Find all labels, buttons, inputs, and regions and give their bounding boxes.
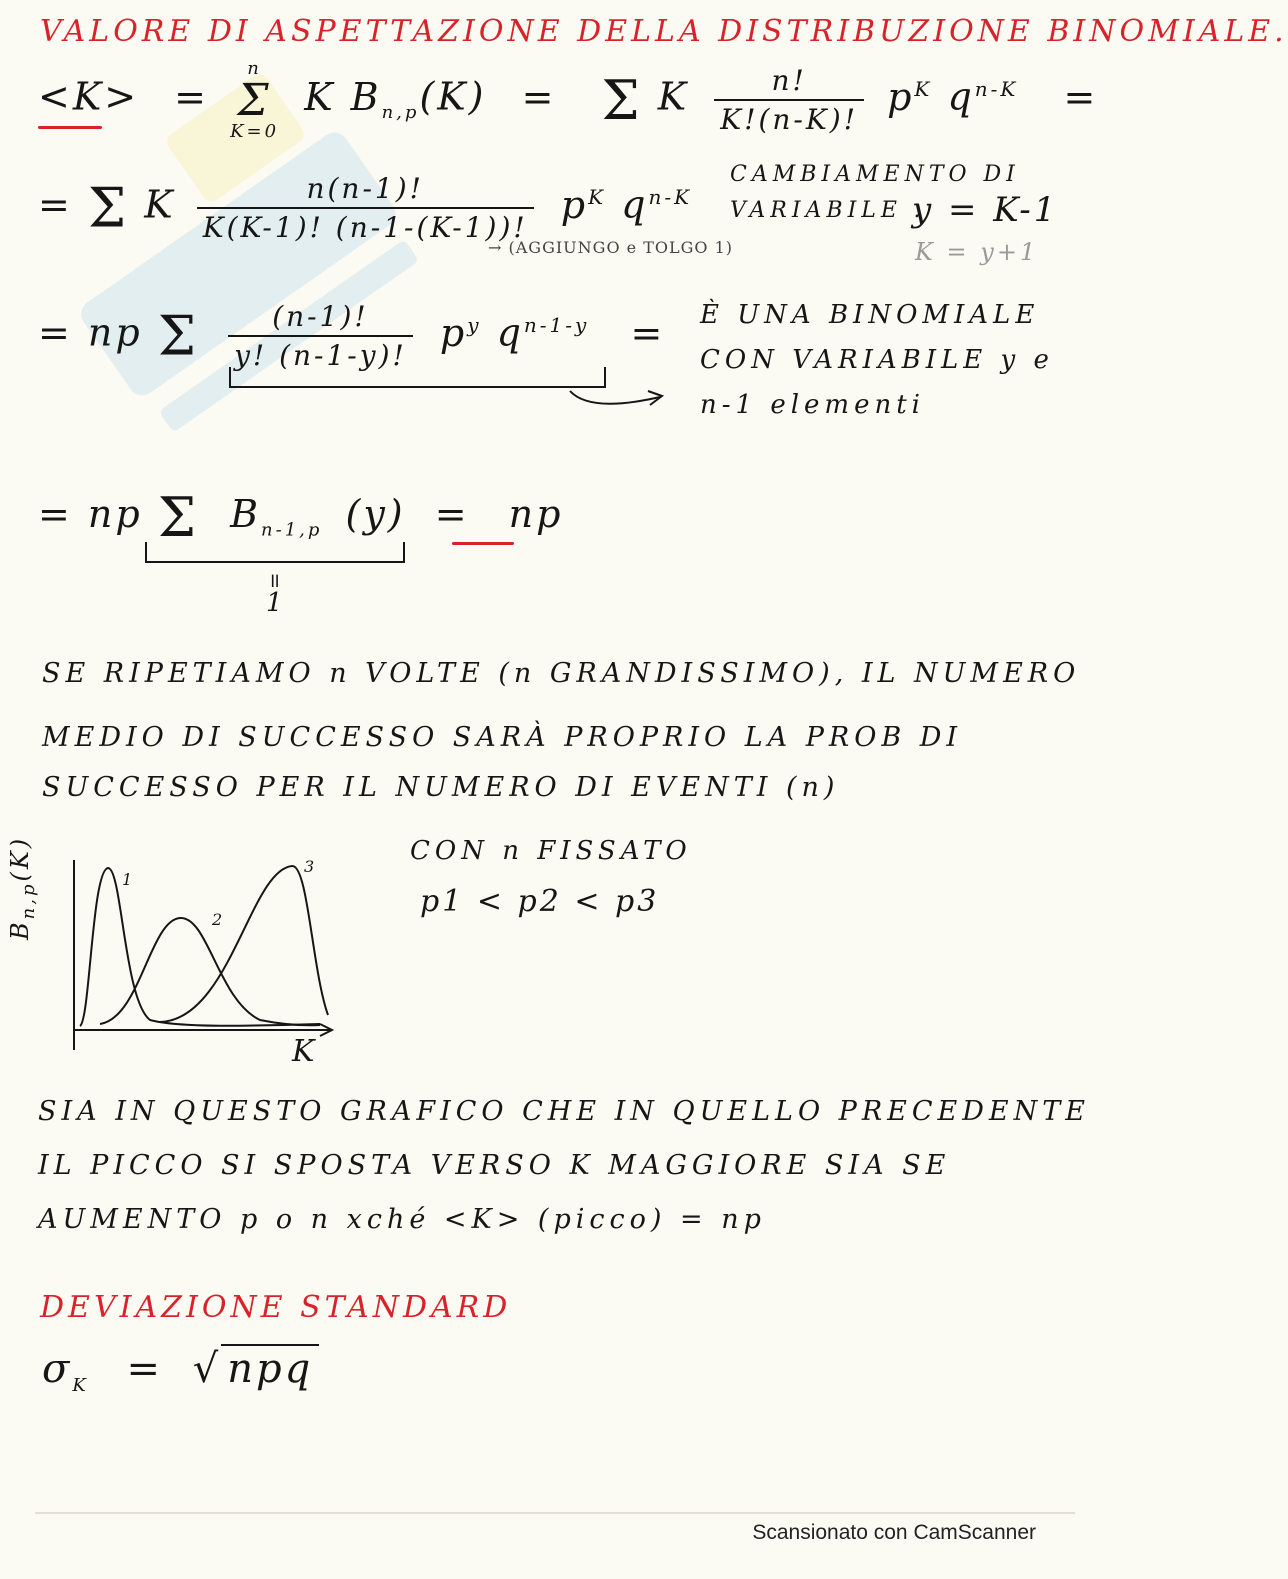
graph-note-fixed-n: CON n FISSATO — [410, 836, 692, 866]
fraction-numerator: n(n-1)! — [306, 172, 424, 205]
binomial-subscript: n,p — [381, 102, 420, 124]
sqrt-icon: √ — [192, 1346, 222, 1392]
k-factor: K — [144, 182, 176, 227]
page-title: VALORE DI ASPETTAZIONE DELLA DISTRIBUZIONE BINOMIALE. — [40, 14, 1288, 49]
y-label-argument: (K) — [6, 835, 34, 882]
q-base: q — [496, 310, 524, 355]
paragraph-2-line-2: IL PICCO SI SPOSTA VERSO K MAGGIORE SIA SE — [38, 1150, 951, 1181]
q-exponent: n-1-y — [523, 312, 590, 337]
binomial-bracket-arrow — [220, 365, 680, 415]
curve-label-3: 3 — [304, 857, 318, 876]
equation-expectation-definition — [38, 58, 1098, 142]
binomial-term: K B — [304, 74, 382, 119]
graph-note-p-order: p1 < p2 < p3 — [420, 884, 660, 919]
np-prefix: = np — [38, 492, 143, 536]
sum-symbol-2: Σ — [601, 68, 643, 132]
q-base: q — [621, 182, 649, 227]
binomial-subscript: n-1,p — [261, 519, 323, 541]
p-base: p — [887, 74, 915, 119]
result-underline — [452, 542, 514, 545]
y-label-b: B — [6, 919, 34, 940]
fraction-denominator: K!(n-K)! — [714, 99, 864, 136]
binomial-coefficient — [228, 300, 413, 372]
curve-label-2: 2 — [212, 910, 226, 929]
expectation-symbol: <K> — [38, 74, 140, 119]
curve-3 — [160, 866, 328, 1022]
p-exponent: K — [914, 76, 933, 101]
trailing-equals: = — [630, 310, 666, 355]
equation-step-3 — [38, 300, 665, 372]
sum-symbol: Σ — [157, 304, 199, 368]
q-exponent: n-K — [648, 184, 693, 209]
graph-x-label: K — [292, 1034, 318, 1069]
fraction-denominator: y! (n-1-y)! — [228, 335, 413, 372]
equals-sign: = — [38, 182, 73, 227]
equals-sign-2: = — [521, 74, 557, 119]
bracket-equals-mark: ॥ — [268, 568, 283, 592]
np-prefix: = np — [38, 310, 143, 355]
change-variable-equation: y = K-1 — [912, 190, 1059, 230]
k-factor: K — [657, 74, 690, 119]
binomial-argument: (K) — [419, 74, 487, 119]
equation-step-2 — [38, 172, 692, 244]
sum-symbol: Σ — [157, 486, 199, 549]
equals-sign: = — [434, 492, 470, 536]
add-subtract-note: → (AGGIUNGO e TOLGO 1) — [488, 238, 734, 257]
sum-symbol: Σ — [87, 176, 130, 240]
y-label-subscript: n,p — [17, 881, 39, 920]
binomial-comment-3: n-1 elementi — [700, 390, 925, 420]
expanded-fraction — [197, 172, 534, 244]
radicand: npq — [221, 1344, 319, 1392]
graph-y-label — [6, 836, 39, 940]
curve-2 — [100, 918, 320, 1025]
q-base: q — [947, 74, 975, 119]
expectation-underline — [38, 126, 102, 129]
p-exponent: y — [467, 312, 482, 337]
binomial-comment-1: È UNA BINOMIALE — [700, 300, 1040, 330]
paragraph-2-line-3: AUMENTO p o n xché <K> (picco) = np — [38, 1204, 766, 1235]
binomial-argument: (y) — [345, 492, 406, 536]
p-base: p — [560, 182, 589, 227]
sigma-symbol: σ — [42, 1346, 73, 1392]
std-deviation-formula — [42, 1346, 319, 1396]
curve-label-1: 1 — [122, 870, 136, 889]
sigma-subscript: K — [72, 1375, 89, 1396]
p-base: p — [439, 310, 468, 355]
sum-symbol: Σ — [237, 75, 272, 126]
change-variable-inverse: K = y+1 — [915, 238, 1039, 266]
paragraph-1-line-1: SE RIPETIAMO n VOLTE (n GRANDISSIMO), IL NUMERO — [42, 658, 1081, 689]
change-variable-label-2: VARIABILE : — [730, 198, 927, 223]
fraction-denominator: K(K-1)! (n-1-(K-1))! — [197, 207, 534, 244]
trailing-equals: = — [1063, 74, 1099, 119]
binomial-coefficient — [714, 64, 864, 136]
fraction-numerator: (n-1)! — [272, 300, 369, 333]
sum-upper-limit: n — [247, 58, 262, 79]
equals-sign: = — [174, 74, 210, 119]
scan-edge-line — [35, 1512, 1075, 1514]
paragraph-1-line-3: SUCCESSO PER IL NUMERO DI EVENTI (n) — [42, 772, 840, 803]
bracket-value-one: 1 — [266, 588, 286, 618]
camscanner-footer: Scansionato con CamScanner — [752, 1521, 1036, 1544]
change-variable-label-1: CAMBIAMENTO DI — [730, 162, 1020, 187]
binomial-comment-2: CON VARIABILE y e — [700, 345, 1054, 375]
q-exponent: n-K — [974, 76, 1019, 101]
sum-with-limits — [230, 58, 279, 142]
p-exponent: K — [588, 184, 607, 209]
paragraph-2-line-1: SIA IN QUESTO GRAFICO CHE IN QUELLO PRECEDENTE — [38, 1096, 1090, 1127]
paragraph-1-line-2: MEDIO DI SUCCESSO SARÀ PROPRIO LA PROB DI — [42, 722, 963, 753]
section-title-std-deviation: DEVIAZIONE STANDARD — [40, 1290, 512, 1325]
equals-sign: = — [126, 1346, 163, 1392]
result-np: np — [508, 492, 564, 536]
fraction-numerator: n! — [771, 64, 807, 97]
sum-lower-limit: K=0 — [230, 121, 280, 142]
binomial-b: B — [230, 492, 262, 536]
